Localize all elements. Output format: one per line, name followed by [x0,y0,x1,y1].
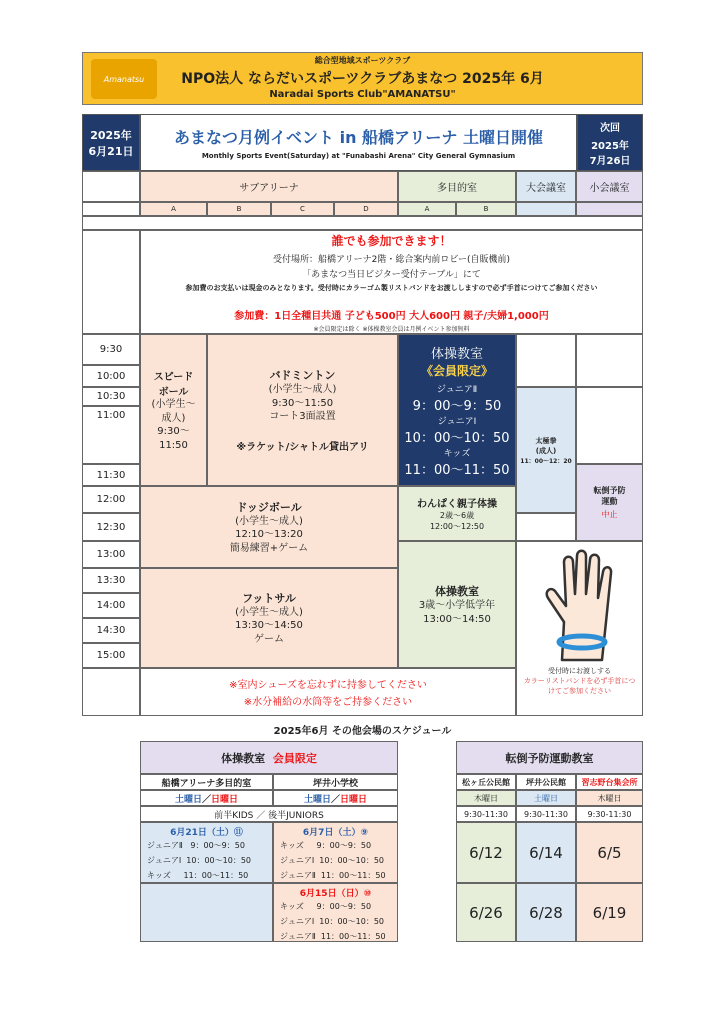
activity-fall-prevention [576,464,643,541]
venue-multi-room: 多目的室 [398,171,516,202]
activity-gym-class-2 [398,541,516,668]
gym2-title: 体操教室 [435,585,479,598]
gym-table-title [140,741,398,774]
time-label: 10:00 [82,365,140,387]
time-label: 11:30 [82,464,140,486]
header-title: NPO法人 ならだいスポーツクラブあまなつ 2025年 6月 [181,71,544,87]
info-fee: 参加費：1日全種目共通 子ども500円 大人600円 親子/夫婦1,000円 [234,310,549,322]
fall-venue: 習志野台集会所 [576,774,643,790]
activity-taichi [516,387,576,513]
dodgeball-details: (小学生～成人) 12:10～13:20 簡易練習+ゲーム [229,515,309,554]
empty-cell [576,387,643,464]
wristband-note-1: 受付時にお渡しする [548,667,611,675]
info-block [140,230,643,334]
taichi-title: 太極拳 (成人) [535,436,557,455]
info-left-cell [82,230,140,334]
fall-time: 9:30-11:30 [516,806,576,822]
gym-venue-2: 坪井小学校 [273,774,398,790]
fall-title: 転倒予防 運動 [593,486,626,506]
court-label: C [271,202,334,216]
fall-day: 土曜日 [516,790,576,806]
gym-title: 体操教室 [430,346,483,362]
court-label: A [140,202,207,216]
gym-group: ジュニアⅡ [436,384,478,395]
activity-gym-class [398,334,516,486]
fall-venue: 松ヶ丘公民館 [456,774,516,790]
empty-cell [516,334,576,387]
fall-venue: 坪井公民館 [516,774,576,790]
fall-date: 6/28 [516,883,576,942]
fall-time: 9:30-11:30 [576,806,643,822]
futsal-details: (小学生～成人) 13:30～14:50 ゲーム [235,606,303,645]
time-empty [82,668,140,716]
info-table: 「あまなつ当日ビジター受付テーブル」にて [302,269,481,280]
session-title: 6月15日（日）⑩ [299,889,372,899]
activity-dodgeball [140,486,398,568]
fall-date: 6/5 [576,822,643,883]
gym-days-2 [273,790,398,806]
logo-text: Amanatsu [103,74,145,84]
time-label: 13:30 [82,568,140,593]
activity-futsal [140,568,398,668]
fall-date: 6/14 [516,822,576,883]
info-headline: 誰でも参加できます！ [331,233,452,248]
room-label: B [456,202,516,216]
day-sat: 土曜日 [303,794,331,805]
time-label: 9:30 [82,334,140,365]
event-title-box [140,114,577,171]
day-sep: ／ [330,794,340,805]
hand-wristband-icon [540,548,620,666]
reminder-water: ※水分補給の水筒等をご持参ください [243,697,413,708]
badminton-details: (小学生～成人) 9:30～11:50 コート3面設置 [268,384,337,423]
event-title-en: Monthly Sports Event(Saturday) at "Funabashi Arena" City General Gymnasium [201,152,516,160]
venue-small-hall: 小会議室 [576,171,643,202]
fall-date: 6/26 [456,883,516,942]
empty-cell [516,513,576,541]
session-lines: ジュニアⅡ 9：00～9：50 ジュニアⅠ 10：00～10：50 キッズ 11：00～11：50 [147,841,252,881]
fall-table-title: 転倒予防運動教室 [456,741,643,774]
speedball-title: スピード ボール [153,372,194,398]
gym-time: 9：00～9：50 [412,398,502,414]
corner-cell-2 [82,202,140,216]
gym-group: ジュニアⅠ [437,416,477,427]
gym-session-day3 [273,883,398,942]
venue-sub-arena: サブアリーナ [140,171,398,202]
gym-time: 11：00～11：50 [404,462,510,478]
gym-venue-1: 船橋アリーナ多目的室 [140,774,273,790]
time-label: 12:00 [82,486,140,513]
activity-wanpaku [398,486,516,541]
gym-time: 10：00～10：50 [404,430,510,446]
badminton-note: ※ラケット/シャトル貸出アリ [236,441,369,453]
fall-day: 木曜日 [576,790,643,806]
activity-badminton [207,334,398,486]
info-note: ※会員限定は除く ※体操教室会員は月例イベント参加無料 [313,325,470,333]
time-label: 15:00 [82,643,140,668]
futsal-title: フットサル [242,591,296,605]
wanpaku-title: わんぱく親子体操 [417,499,497,510]
other-schedule-heading: 2025年6月 その他会場のスケジュール [273,726,452,737]
dodgeball-title: ドッジボール [236,500,302,514]
header-title-en: Naradai Sports Club"AMANATSU" [269,89,456,100]
info-place: 受付場所：船橋アリーナ2階・総合案内前ロビー(自販機前) [272,254,511,265]
activity-speedball [140,334,207,486]
kids-split: 前半KIDS ／ 後半JUNIORS [140,806,398,822]
empty-cell [516,202,576,216]
empty-cell [140,883,273,942]
next-label: 次回 [600,122,620,134]
wristband-info [516,541,643,716]
next-event-date [577,114,643,171]
header-subtitle: 総合型地域スポーツクラブ [314,56,411,65]
corner-cell [82,171,140,202]
reminder-shoes: ※室内シューズを忘れずに持参してください [229,680,427,691]
gym-session-day2 [273,822,398,883]
venue-large-hall: 大会議室 [516,171,576,202]
badminton-title: バドミントン [269,369,336,383]
day-sep: ／ [201,794,211,805]
fall-date: 6/12 [456,822,516,883]
day-sun: 日曜日 [211,794,239,805]
fall-day: 木曜日 [456,790,516,806]
event-title: あまなつ月例イベント in 船橋アリーナ 土曜日開催 [174,128,543,147]
speedball-details: (小学生～ 成人) 9:30～ 11:50 [151,399,196,451]
gym-members: 《会員限定》 [420,363,493,378]
empty-cell [576,202,643,216]
wanpaku-details: 2歳～6歳 12:00～12:50 [429,511,485,531]
court-label: D [334,202,398,216]
day-sun: 日曜日 [340,794,368,805]
court-label: B [207,202,271,216]
fall-time: 9:30-11:30 [456,806,516,822]
club-header [82,52,643,105]
session-title: 6月21日（土）⑪ [170,828,243,838]
time-label: 11:00 [82,406,140,464]
room-label: A [398,202,456,216]
gym2-details: 3歳～小学低学年 13:00～14:50 [418,600,496,625]
empty-cell [576,334,643,387]
gym-days-1 [140,790,273,806]
session-title: 6月7日（土）⑨ [302,828,369,838]
day-sat: 土曜日 [174,794,202,805]
gym-table-members: 会員限定 [272,751,317,765]
reminders-cell [140,668,516,716]
event-date [82,114,140,171]
time-label: 10:30 [82,387,140,406]
event-date-text: 2025年 6月21日 [88,128,134,158]
gym-session-day1 [140,822,273,883]
fall-date: 6/19 [576,883,643,942]
next-date-text: 2025年 7月26日 [589,140,631,167]
time-label: 12:30 [82,513,140,541]
time-label: 13:00 [82,541,140,568]
session-lines: キッズ 9：00～9：50 ジュニアⅠ 10：00～10：50 ジュニアⅡ 11：00～11：50 [280,841,386,881]
time-label: 14:00 [82,593,140,618]
fall-status: 中止 [601,510,618,519]
gym-group: キッズ [443,448,471,459]
wristband-note-2: カラーリストバンドを必ず手首につけてご参加ください [523,677,636,695]
session-lines: キッズ 9：00～9：50 ジュニアⅠ 10：00～10：50 ジュニアⅡ 11：00～11：50 [280,902,386,942]
taichi-time: 11：00～12：20 [520,457,572,465]
time-label: 14:30 [82,618,140,643]
spacer-row [82,216,643,230]
info-payment: 参加費のお支払いは現金のみとなります。受付時にカラーゴム製リストバンドをお渡ししますので必ず手首につけてご参加ください [185,283,598,292]
gym-table-title-text: 体操教室 [221,751,266,765]
